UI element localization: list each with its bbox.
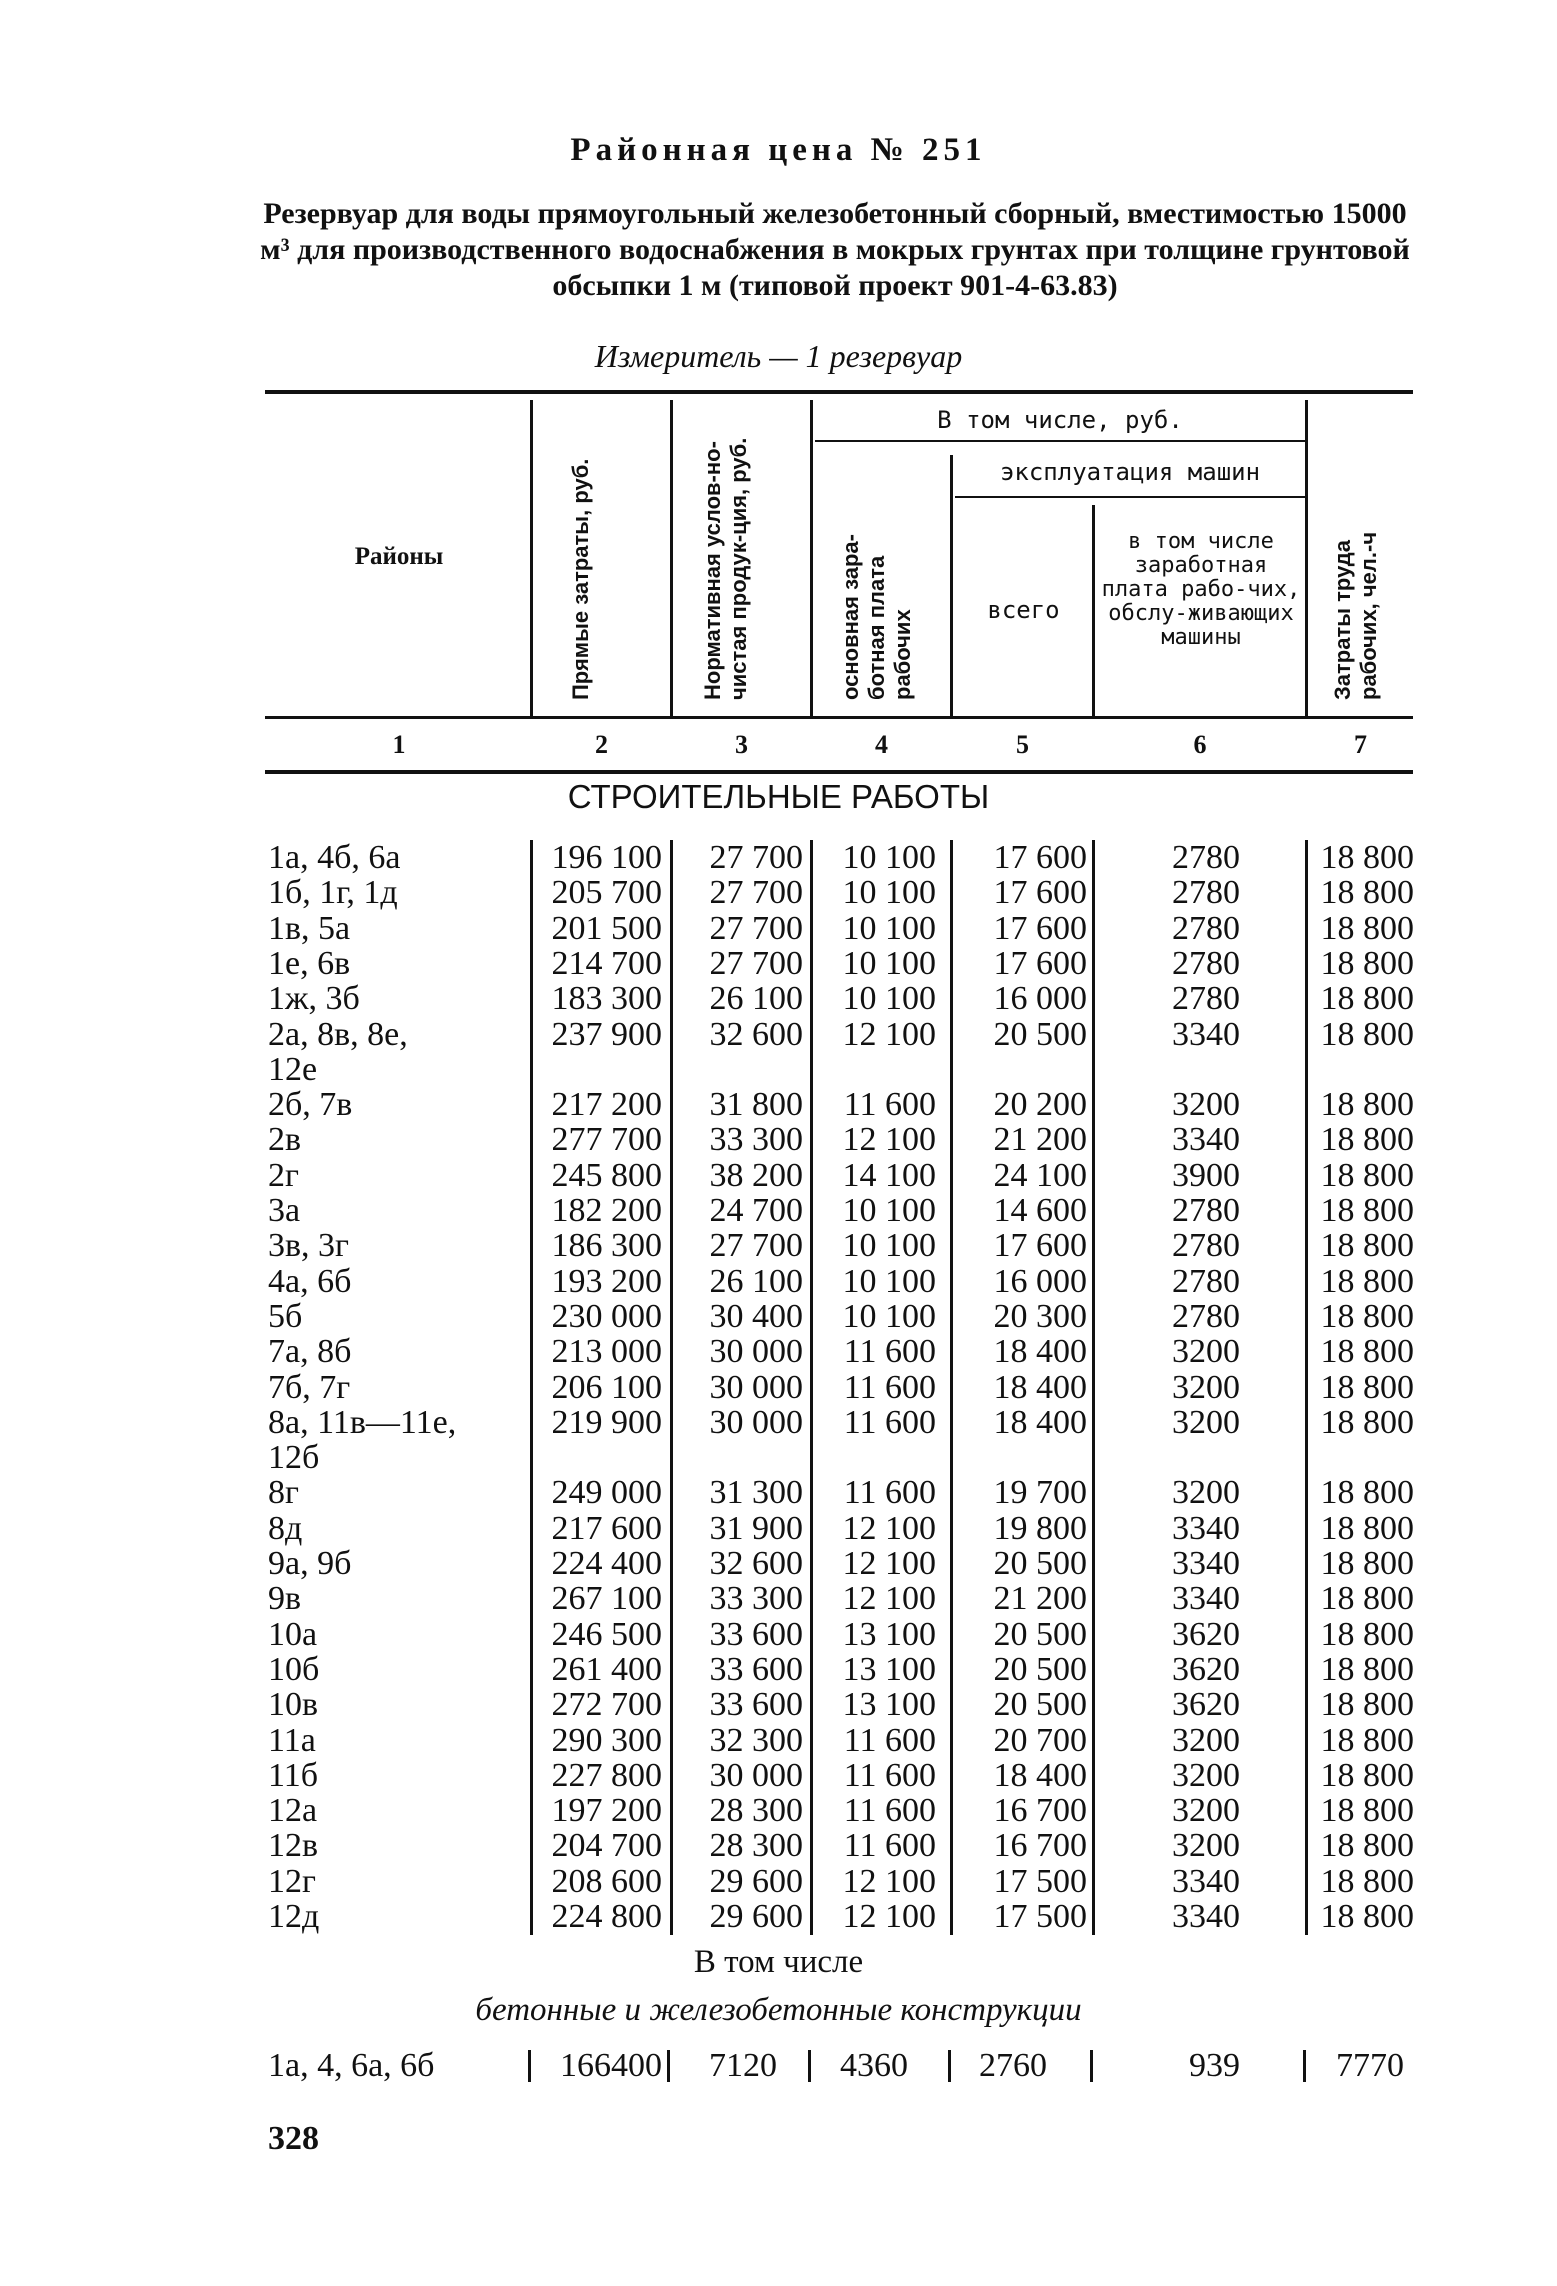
base-wage-cell: 11 600 <box>843 1827 936 1865</box>
machine-wage-cell: 3340 <box>1172 1509 1240 1547</box>
header-mid-rule <box>265 716 1413 719</box>
labor-cell: 18 800 <box>1320 1509 1414 1547</box>
normative-cell: 33 300 <box>709 1580 803 1618</box>
direct-costs-cell: 267 100 <box>551 1580 662 1618</box>
table-row <box>0 1758 1557 1793</box>
table-row <box>0 1052 1557 1087</box>
region-cell: 12в <box>268 1827 319 1865</box>
table-row <box>0 1581 1557 1616</box>
table-row <box>0 1122 1557 1157</box>
machine-total-cell: 20 500 <box>993 1650 1087 1688</box>
machine-wage-cell: 2780 <box>1172 1192 1240 1229</box>
base-wage-cell: 12 100 <box>842 1015 936 1053</box>
base-wage-cell: 10 100 <box>842 944 936 982</box>
machine-total-cell: 20 700 <box>993 1721 1087 1759</box>
base-wage-cell: 11 600 <box>843 1474 936 1512</box>
base-wage-cell: 12 100 <box>842 1545 936 1582</box>
region-cell: 12е <box>268 1050 318 1088</box>
table-row <box>0 1511 1557 1546</box>
region-cell: 2а, 8в, 8е, <box>268 1015 408 1053</box>
machine-total-cell: 24 100 <box>993 1156 1087 1194</box>
header-labor: Затраты труда рабочих, чел.-ч <box>1330 531 1381 700</box>
normative-cell: 27 700 <box>709 1227 803 1265</box>
normative-cell: 33 600 <box>709 1650 803 1688</box>
base-wage-cell: 10 100 <box>842 980 936 1018</box>
col-number-4: 4 <box>875 730 888 759</box>
normative-cell: 30 000 <box>709 1368 803 1406</box>
machine-wage-cell: 2780 <box>1172 1297 1240 1335</box>
measure-unit: Измеритель — 1 резервуар <box>594 338 963 374</box>
direct-costs-cell: 166400 <box>560 2047 662 2084</box>
machine-total-cell: 17 600 <box>993 839 1087 876</box>
labor-cell: 7770 <box>1336 2047 1404 2084</box>
machine-wage-cell: 3340 <box>1172 1898 1240 1935</box>
normative-cell: 32 300 <box>709 1721 803 1759</box>
normative-cell: 7120 <box>709 2047 777 2084</box>
machine-total-cell: 16 700 <box>993 1827 1087 1865</box>
normative-cell: 31 900 <box>709 1509 803 1547</box>
base-wage-cell: 10 100 <box>842 1227 936 1265</box>
machine-wage-cell: 2780 <box>1172 980 1240 1018</box>
machine-total-cell: 20 300 <box>993 1297 1087 1335</box>
labor-cell: 18 800 <box>1320 1156 1414 1194</box>
region-cell: 12б <box>268 1439 320 1477</box>
region-cell: 1е, 6в <box>268 944 351 982</box>
col-number-5: 5 <box>1016 730 1029 759</box>
labor-cell: 18 800 <box>1320 1862 1414 1900</box>
machine-wage-cell: 3200 <box>1172 1792 1240 1830</box>
normative-cell: 33 600 <box>709 1686 803 1724</box>
base-wage-cell: 13 100 <box>842 1650 936 1688</box>
machine-wage-cell: 2780 <box>1172 874 1240 912</box>
normative-cell: 33 600 <box>709 1615 803 1653</box>
base-wage-cell: 10 100 <box>842 909 936 947</box>
header-divider-1 <box>530 400 533 716</box>
machine-wage-cell: 3200 <box>1172 1827 1240 1865</box>
machine-wage-cell: 3200 <box>1172 1333 1240 1371</box>
region-cell: 4а, 6б <box>268 1262 352 1300</box>
machine-wage-cell: 3340 <box>1172 1015 1240 1053</box>
direct-costs-cell: 214 700 <box>551 944 662 982</box>
region-cell: 2б, 7в <box>268 1086 353 1124</box>
region-cell: 12а <box>268 1792 318 1830</box>
table-row <box>0 1899 1557 1934</box>
page-number: 328 <box>268 2120 319 2157</box>
machine-total-cell: 16 000 <box>993 980 1087 1018</box>
base-wage-cell: 11 600 <box>843 1333 936 1371</box>
direct-costs-cell: 237 900 <box>551 1015 662 1053</box>
direct-costs-cell: 277 700 <box>551 1121 662 1159</box>
normative-cell: 30 000 <box>709 1756 803 1794</box>
base-wage-cell: 10 100 <box>842 1297 936 1335</box>
labor-cell: 18 800 <box>1320 944 1414 982</box>
region-cell: 11а <box>268 1721 316 1759</box>
subsection-title: бетонные и железобетонные конструкции <box>475 1992 1082 2028</box>
machine-total-cell: 20 500 <box>993 1015 1087 1053</box>
region-cell: 9в <box>268 1580 302 1618</box>
normative-cell: 31 800 <box>709 1086 803 1124</box>
normative-cell: 27 700 <box>709 874 803 912</box>
labor-cell: 18 800 <box>1320 1227 1414 1265</box>
header-normative: Нормативная услов-но-чистая продук-ция, руб. <box>700 437 751 700</box>
cell-divider <box>528 2050 531 2082</box>
machine-wage-cell: 3620 <box>1172 1615 1240 1653</box>
direct-costs-cell: 224 400 <box>551 1545 662 1582</box>
table-row <box>0 1405 1557 1440</box>
table-row <box>0 1228 1557 1263</box>
table-row <box>0 1723 1557 1758</box>
base-wage-cell: 10 100 <box>842 874 936 912</box>
machine-total-cell: 19 700 <box>993 1474 1087 1512</box>
base-wage-cell: 13 100 <box>842 1615 936 1653</box>
base-wage-cell: 11 600 <box>843 1721 936 1759</box>
header-bottom-rule <box>265 770 1413 774</box>
normative-cell: 26 100 <box>709 980 803 1018</box>
direct-costs-cell: 249 000 <box>551 1474 662 1512</box>
labor-cell: 18 800 <box>1320 1686 1414 1724</box>
machine-total-cell: 17 600 <box>993 1227 1087 1265</box>
region-cell: 8г <box>268 1474 299 1512</box>
cell-divider <box>1303 2050 1306 2082</box>
machine-wage-cell: 3620 <box>1172 1686 1240 1724</box>
table-row <box>0 1334 1557 1369</box>
machine-wage-cell: 3200 <box>1172 1756 1240 1794</box>
cell-divider <box>667 2050 670 2082</box>
machine-total-cell: 18 400 <box>993 1756 1087 1794</box>
header-divider-5 <box>1092 505 1095 716</box>
header-base-wage: основная зара-ботная плата рабочих <box>838 534 915 700</box>
normative-cell: 32 600 <box>709 1015 803 1053</box>
labor-cell: 18 800 <box>1320 1474 1414 1512</box>
col-number-2: 2 <box>595 730 608 759</box>
col-number-7: 7 <box>1354 730 1367 759</box>
table-row <box>0 1440 1557 1475</box>
machine-total-cell: 20 500 <box>993 1686 1087 1724</box>
direct-costs-cell: 213 000 <box>551 1333 662 1371</box>
machine-total-cell: 20 500 <box>993 1545 1087 1582</box>
direct-costs-cell: 196 100 <box>551 839 662 876</box>
direct-costs-cell: 186 300 <box>551 1227 662 1265</box>
machine-wage-cell: 2780 <box>1172 1227 1240 1265</box>
normative-cell: 27 700 <box>709 839 803 876</box>
table-row <box>0 1864 1557 1899</box>
machine-wage-cell: 3200 <box>1172 1086 1240 1124</box>
region-cell: 1в, 5а <box>268 909 351 947</box>
base-wage-cell: 10 100 <box>842 839 936 876</box>
base-wage-cell: 13 100 <box>842 1686 936 1724</box>
direct-costs-cell: 197 200 <box>551 1792 662 1830</box>
table-row <box>0 911 1557 946</box>
header-machine-wage: в том числе заработная плата рабо-чих, обслу-живающих машины <box>1101 529 1301 650</box>
direct-costs-cell: 245 800 <box>551 1156 662 1194</box>
direct-costs-cell: 205 700 <box>551 874 662 912</box>
region-cell: 7а, 8б <box>268 1333 352 1371</box>
col-number-6: 6 <box>1193 730 1207 759</box>
machine-wage-cell: 2780 <box>1172 839 1240 876</box>
labor-cell: 18 800 <box>1320 1368 1414 1406</box>
region-cell: 10а <box>268 1615 318 1653</box>
machine-total-cell: 20 200 <box>993 1086 1087 1124</box>
region-cell: 9а, 9б <box>268 1545 352 1582</box>
table-row <box>0 875 1557 910</box>
labor-cell: 18 800 <box>1320 839 1414 876</box>
header-divider-6 <box>1305 400 1308 716</box>
normative-cell: 38 200 <box>709 1156 803 1194</box>
machine-wage-cell: 3340 <box>1172 1862 1240 1900</box>
base-wage-cell: 12 100 <box>842 1580 936 1618</box>
base-wage-cell: 12 100 <box>842 1121 936 1159</box>
direct-costs-cell: 182 200 <box>551 1192 662 1229</box>
direct-costs-cell: 204 700 <box>551 1827 662 1865</box>
normative-cell: 33 300 <box>709 1121 803 1159</box>
region-cell: 1а, 4, 6а, 6б <box>268 2047 435 2084</box>
table-row <box>0 1475 1557 1510</box>
direct-costs-cell: 224 800 <box>551 1898 662 1935</box>
header-machine-operation: эксплуатация машин <box>999 458 1261 486</box>
normative-cell: 27 700 <box>709 909 803 947</box>
labor-cell: 18 800 <box>1320 1545 1414 1582</box>
region-cell: 1ж, 3б <box>268 980 360 1018</box>
normative-cell: 30 000 <box>709 1403 803 1441</box>
header-regions: Районы <box>354 543 444 570</box>
direct-costs-cell: 272 700 <box>551 1686 662 1724</box>
machine-wage-cell: 3340 <box>1172 1121 1240 1159</box>
table-row <box>0 1158 1557 1193</box>
labor-cell: 18 800 <box>1320 1827 1414 1865</box>
direct-costs-cell: 261 400 <box>551 1650 662 1688</box>
direct-costs-cell: 227 800 <box>551 1756 662 1794</box>
table-row <box>0 2046 1557 2086</box>
machine-wage-cell: 3900 <box>1172 1156 1240 1194</box>
base-wage-cell: 11 600 <box>843 1403 936 1441</box>
machine-wage-cell: 3200 <box>1172 1721 1240 1759</box>
normative-cell: 27 700 <box>709 944 803 982</box>
labor-cell: 18 800 <box>1320 1650 1414 1688</box>
table-row <box>0 1687 1557 1722</box>
region-cell: 10б <box>268 1650 320 1688</box>
labor-cell: 18 800 <box>1320 909 1414 947</box>
machine-total-cell: 21 200 <box>993 1121 1087 1159</box>
labor-cell: 18 800 <box>1320 1297 1414 1335</box>
normative-cell: 30 000 <box>709 1333 803 1371</box>
labor-cell: 18 800 <box>1320 1756 1414 1794</box>
machine-total-cell: 17 500 <box>993 1898 1087 1935</box>
machine-total-cell: 16 000 <box>993 1262 1087 1300</box>
direct-costs-cell: 208 600 <box>551 1862 662 1900</box>
normative-cell: 26 100 <box>709 1262 803 1300</box>
direct-costs-cell: 230 000 <box>551 1297 662 1335</box>
header-top-rule <box>265 390 1413 394</box>
region-cell: 12д <box>268 1898 320 1935</box>
table-row <box>0 1370 1557 1405</box>
region-cell: 12г <box>268 1862 316 1900</box>
header-total: всего <box>987 596 1060 624</box>
labor-cell: 18 800 <box>1320 1721 1414 1759</box>
table-row <box>0 981 1557 1016</box>
machine-total-cell: 17 600 <box>993 874 1087 912</box>
including-rule <box>815 440 1305 442</box>
table-row <box>0 1264 1557 1299</box>
labor-cell: 18 800 <box>1320 1192 1414 1229</box>
machine-total-cell: 17 500 <box>993 1862 1087 1900</box>
cell-divider <box>1090 2050 1093 2082</box>
region-cell: 2в <box>268 1121 302 1159</box>
machine-wage-cell: 3200 <box>1172 1368 1240 1406</box>
machine-total-cell: 2760 <box>979 2047 1047 2084</box>
labor-cell: 18 800 <box>1320 1898 1414 1935</box>
direct-costs-cell: 217 600 <box>551 1509 662 1547</box>
labor-cell: 18 800 <box>1320 1792 1414 1830</box>
labor-cell: 18 800 <box>1320 1015 1414 1053</box>
region-cell: 1а, 4б, 6а <box>268 839 401 876</box>
labor-cell: 18 800 <box>1320 1262 1414 1300</box>
normative-cell: 30 400 <box>709 1297 803 1335</box>
machine-wage-cell: 2780 <box>1172 909 1240 947</box>
base-wage-cell: 4360 <box>840 2047 908 2084</box>
region-cell: 11б <box>268 1756 319 1794</box>
direct-costs-cell: 246 500 <box>551 1615 662 1653</box>
machine-wage-cell: 3200 <box>1172 1474 1240 1512</box>
machine-total-cell: 20 500 <box>993 1615 1087 1653</box>
labor-cell: 18 800 <box>1320 980 1414 1018</box>
region-cell: 1б, 1г, 1д <box>268 874 398 912</box>
machine-rule <box>955 496 1305 498</box>
machine-wage-cell: 3200 <box>1172 1403 1240 1441</box>
base-wage-cell: 11 600 <box>843 1086 936 1124</box>
col-number-1: 1 <box>392 730 406 759</box>
normative-cell: 28 300 <box>709 1792 803 1830</box>
normative-cell: 24 700 <box>709 1192 803 1229</box>
base-wage-cell: 10 100 <box>842 1262 936 1300</box>
section-title: СТРОИТЕЛЬНЫЕ РАБОТЫ <box>567 778 990 815</box>
base-wage-cell: 12 100 <box>842 1862 936 1900</box>
machine-total-cell: 17 600 <box>993 944 1087 982</box>
table-row <box>0 1299 1557 1334</box>
header-divider-2 <box>670 400 673 716</box>
labor-cell: 18 800 <box>1320 874 1414 912</box>
region-cell: 10в <box>268 1686 319 1724</box>
table-row <box>0 1546 1557 1581</box>
direct-costs-cell: 290 300 <box>551 1721 662 1759</box>
region-cell: 3в, 3г <box>268 1227 349 1265</box>
table-row <box>0 1828 1557 1863</box>
header-including: В том числе, руб. <box>937 406 1183 434</box>
table-row <box>0 1652 1557 1687</box>
region-cell: 5б <box>268 1297 303 1335</box>
region-cell: 8а, 11в—11е, <box>268 1403 457 1441</box>
machine-wage-cell: 3340 <box>1172 1580 1240 1618</box>
page-title: Районная цена № 251 <box>570 132 987 168</box>
machine-total-cell: 21 200 <box>993 1580 1087 1618</box>
base-wage-cell: 11 600 <box>843 1368 936 1406</box>
base-wage-cell: 14 100 <box>842 1156 936 1194</box>
normative-cell: 29 600 <box>709 1898 803 1935</box>
header-direct-costs: Прямые затраты, руб. <box>568 458 593 700</box>
machine-wage-cell: 2780 <box>1172 944 1240 982</box>
direct-costs-cell: 201 500 <box>551 909 662 947</box>
direct-costs-cell: 183 300 <box>551 980 662 1018</box>
header-divider-3 <box>810 400 813 716</box>
including-note: В том числе <box>693 1944 864 1980</box>
direct-costs-cell: 206 100 <box>551 1368 662 1406</box>
machine-total-cell: 17 600 <box>993 909 1087 947</box>
page-subtitle: Резервуар для воды прямоугольный железобетонный сборный, вместимостью 15000 м³ для производственного водоснабжения в мокрых грунтах при толщине грунтовой обсыпки 1 м (типовой проект 901-4-63.83) <box>260 197 1410 302</box>
table-row <box>0 1087 1557 1122</box>
normative-cell: 28 300 <box>709 1827 803 1865</box>
cell-divider <box>948 2050 951 2082</box>
base-wage-cell: 11 600 <box>843 1756 936 1794</box>
machine-wage-cell: 3620 <box>1172 1650 1240 1688</box>
normative-cell: 29 600 <box>709 1862 803 1900</box>
direct-costs-cell: 217 200 <box>551 1086 662 1124</box>
normative-cell: 31 300 <box>709 1474 803 1512</box>
machine-total-cell: 16 700 <box>993 1792 1087 1830</box>
base-wage-cell: 11 600 <box>843 1792 936 1830</box>
labor-cell: 18 800 <box>1320 1086 1414 1124</box>
labor-cell: 18 800 <box>1320 1403 1414 1441</box>
machine-total-cell: 18 400 <box>993 1403 1087 1441</box>
machine-wage-cell: 2780 <box>1172 1262 1240 1300</box>
labor-cell: 18 800 <box>1320 1580 1414 1618</box>
table-row <box>0 1793 1557 1828</box>
machine-total-cell: 18 400 <box>993 1368 1087 1406</box>
direct-costs-cell: 193 200 <box>551 1262 662 1300</box>
table-row <box>0 840 1557 875</box>
base-wage-cell: 10 100 <box>842 1192 936 1229</box>
table-row <box>0 1017 1557 1052</box>
table-row <box>0 1617 1557 1652</box>
cell-divider <box>808 2050 811 2082</box>
machine-total-cell: 18 400 <box>993 1333 1087 1371</box>
direct-costs-cell: 219 900 <box>551 1403 662 1441</box>
labor-cell: 18 800 <box>1320 1333 1414 1371</box>
region-cell: 7б, 7г <box>268 1368 351 1406</box>
region-cell: 8д <box>268 1509 303 1547</box>
header-divider-4 <box>950 455 953 716</box>
normative-cell: 32 600 <box>709 1545 803 1582</box>
region-cell: 3а <box>268 1192 301 1229</box>
base-wage-cell: 12 100 <box>842 1509 936 1547</box>
col-number-3: 3 <box>735 730 748 759</box>
labor-cell: 18 800 <box>1320 1615 1414 1653</box>
machine-total-cell: 14 600 <box>993 1192 1087 1229</box>
machine-total-cell: 19 800 <box>993 1509 1087 1547</box>
table-row <box>0 946 1557 981</box>
base-wage-cell: 12 100 <box>842 1898 936 1935</box>
machine-wage-cell: 3340 <box>1172 1545 1240 1582</box>
table-row <box>0 1193 1557 1228</box>
region-cell: 2г <box>268 1156 299 1194</box>
labor-cell: 18 800 <box>1320 1121 1414 1159</box>
machine-wage-cell: 939 <box>1189 2047 1240 2084</box>
